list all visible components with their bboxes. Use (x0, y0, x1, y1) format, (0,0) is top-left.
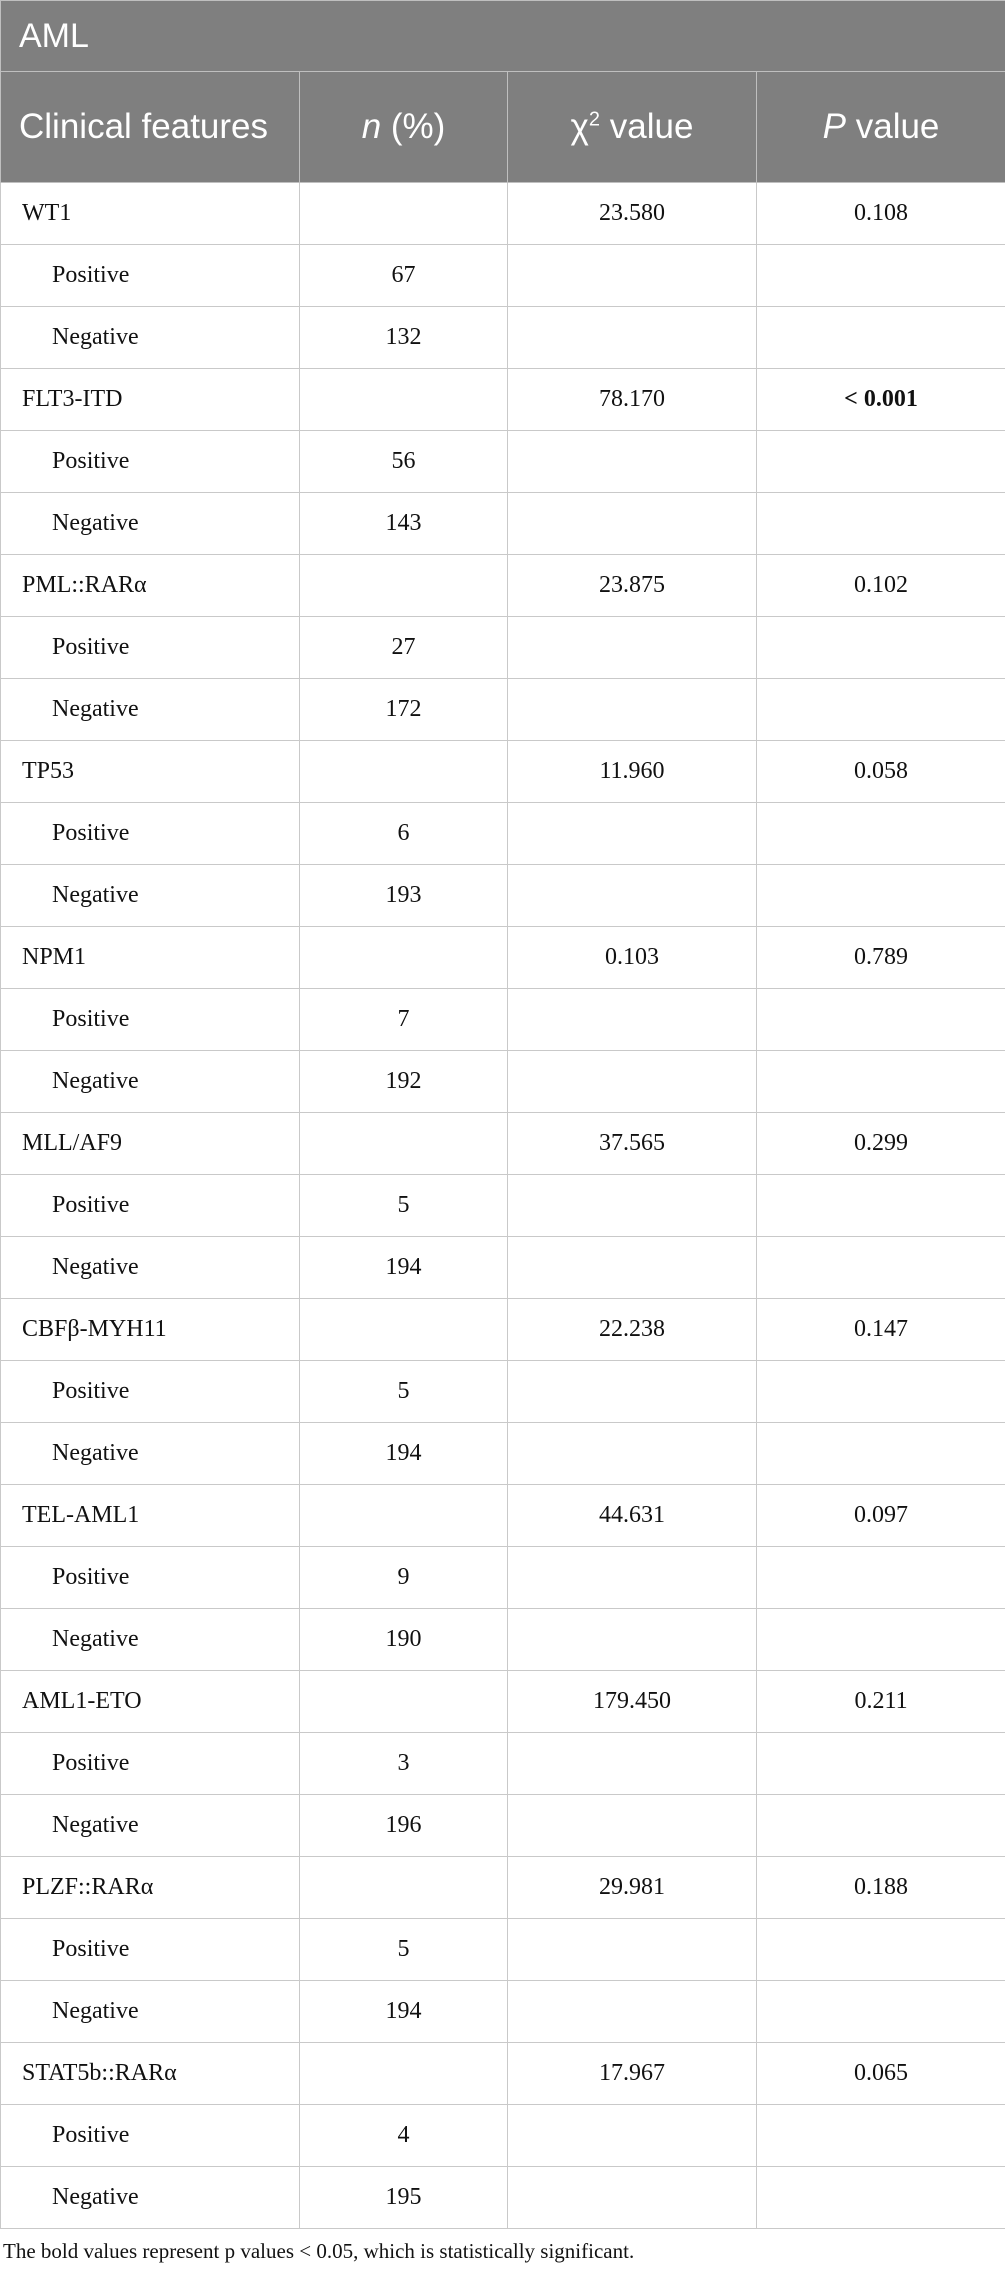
empty-p-cell (757, 617, 1005, 679)
empty-chi2-cell (508, 617, 757, 679)
subgroup-label-cell: Negative (1, 1237, 300, 1299)
header-chi-superscript: 2 (589, 108, 600, 130)
empty-p-cell (757, 431, 1005, 493)
table-row-feature (1, 1671, 1005, 1733)
empty-chi2-cell (508, 307, 757, 369)
chi2-value-cell: 37.565 (508, 1113, 757, 1175)
n-value-cell: 194 (300, 1423, 508, 1485)
table-row-feature (1, 183, 1005, 245)
feature-name-cell: PLZF::RARα (1, 1857, 300, 1919)
empty-n-cell (300, 1671, 508, 1733)
p-value-cell: 0.299 (757, 1113, 1005, 1175)
empty-chi2-cell (508, 1547, 757, 1609)
chi2-value-cell: 11.960 (508, 741, 757, 803)
p-value-cell: 0.108 (757, 183, 1005, 245)
table-row-subgroup (1, 1423, 1005, 1485)
subgroup-label-cell: Negative (1, 679, 300, 741)
empty-p-cell (757, 1609, 1005, 1671)
n-value-cell: 6 (300, 803, 508, 865)
table-row-feature (1, 1485, 1005, 1547)
p-value-cell: 0.097 (757, 1485, 1005, 1547)
table-row-subgroup (1, 803, 1005, 865)
p-value-cell: 0.065 (757, 2043, 1005, 2105)
empty-p-cell (757, 1051, 1005, 1113)
empty-chi2-cell (508, 1361, 757, 1423)
feature-name-cell: TEL-AML1 (1, 1485, 300, 1547)
p-value-cell: < 0.001 (757, 369, 1005, 431)
empty-p-cell (757, 865, 1005, 927)
empty-chi2-cell (508, 1733, 757, 1795)
header-n-percent (300, 72, 508, 183)
feature-name-cell: STAT5b::RARα (1, 2043, 300, 2105)
chi2-value-cell: 17.967 (508, 2043, 757, 2105)
n-value-cell: 27 (300, 617, 508, 679)
chi2-value-cell: 78.170 (508, 369, 757, 431)
empty-p-cell (757, 1919, 1005, 1981)
chi2-value-cell: 44.631 (508, 1485, 757, 1547)
n-value-cell: 9 (300, 1547, 508, 1609)
n-value-cell: 192 (300, 1051, 508, 1113)
header-n-suffix: (%) (381, 107, 445, 146)
header-chi-symbol: χ (571, 107, 589, 146)
table-header-row (1, 72, 1005, 183)
n-value-cell: 5 (300, 1919, 508, 1981)
table-row-feature (1, 927, 1005, 989)
table-title-row (1, 1, 1005, 72)
table-row-subgroup (1, 1795, 1005, 1857)
table-row-subgroup (1, 1237, 1005, 1299)
empty-chi2-cell (508, 1051, 757, 1113)
subgroup-label-cell: Positive (1, 1361, 300, 1423)
n-value-cell: 132 (300, 307, 508, 369)
table-row-subgroup (1, 989, 1005, 1051)
subgroup-label-cell: Negative (1, 493, 300, 555)
table-row-feature (1, 1857, 1005, 1919)
n-value-cell: 195 (300, 2167, 508, 2229)
table-row-subgroup (1, 307, 1005, 369)
empty-chi2-cell (508, 679, 757, 741)
empty-p-cell (757, 989, 1005, 1051)
header-p-value (757, 72, 1005, 183)
empty-p-cell (757, 679, 1005, 741)
n-value-cell: 5 (300, 1361, 508, 1423)
empty-chi2-cell (508, 1237, 757, 1299)
chi2-value-cell: 23.580 (508, 183, 757, 245)
chi2-value-cell: 0.103 (508, 927, 757, 989)
empty-n-cell (300, 369, 508, 431)
n-value-cell: 143 (300, 493, 508, 555)
subgroup-label-cell: Negative (1, 1981, 300, 2043)
header-chi2-value (508, 72, 757, 183)
subgroup-label-cell: Negative (1, 1795, 300, 1857)
n-value-cell: 190 (300, 1609, 508, 1671)
n-value-cell: 194 (300, 1981, 508, 2043)
empty-p-cell (757, 2105, 1005, 2167)
subgroup-label-cell: Negative (1, 1609, 300, 1671)
feature-name-cell: MLL/AF9 (1, 1113, 300, 1175)
table-row-subgroup (1, 1609, 1005, 1671)
table-row-feature (1, 741, 1005, 803)
empty-chi2-cell (508, 245, 757, 307)
p-value-cell: 0.211 (757, 1671, 1005, 1733)
subgroup-label-cell: Positive (1, 2105, 300, 2167)
feature-name-cell: TP53 (1, 741, 300, 803)
header-p-suffix: value (846, 107, 939, 146)
p-value-cell: 0.102 (757, 555, 1005, 617)
empty-n-cell (300, 183, 508, 245)
subgroup-label-cell: Positive (1, 1547, 300, 1609)
header-n-italic: n (362, 107, 381, 146)
empty-n-cell (300, 1857, 508, 1919)
subgroup-label-cell: Positive (1, 803, 300, 865)
table-row-subgroup (1, 617, 1005, 679)
subgroup-label-cell: Positive (1, 1733, 300, 1795)
empty-p-cell (757, 1795, 1005, 1857)
table-row-feature (1, 555, 1005, 617)
table-row-subgroup (1, 2167, 1005, 2229)
header-chi-suffix: value (600, 107, 693, 146)
empty-n-cell (300, 1299, 508, 1361)
empty-n-cell (300, 1485, 508, 1547)
empty-chi2-cell (508, 1795, 757, 1857)
empty-p-cell (757, 1175, 1005, 1237)
table-row-subgroup (1, 1919, 1005, 1981)
table-row-subgroup (1, 1051, 1005, 1113)
feature-name-cell: FLT3-ITD (1, 369, 300, 431)
empty-p-cell (757, 1237, 1005, 1299)
table-row-subgroup (1, 1981, 1005, 2043)
empty-n-cell (300, 2043, 508, 2105)
table-row-feature (1, 369, 1005, 431)
empty-chi2-cell (508, 2167, 757, 2229)
table-title: AML (1, 1, 1005, 72)
header-p-italic: P (823, 107, 846, 146)
n-value-cell: 172 (300, 679, 508, 741)
n-value-cell: 193 (300, 865, 508, 927)
table-row-subgroup (1, 679, 1005, 741)
p-value-cell: 0.789 (757, 927, 1005, 989)
table-row-subgroup (1, 1733, 1005, 1795)
empty-p-cell (757, 1981, 1005, 2043)
empty-n-cell (300, 1113, 508, 1175)
chi2-value-cell: 179.450 (508, 1671, 757, 1733)
table-row-feature (1, 1113, 1005, 1175)
subgroup-label-cell: Negative (1, 865, 300, 927)
p-value-cell: 0.147 (757, 1299, 1005, 1361)
subgroup-label-cell: Negative (1, 1423, 300, 1485)
empty-p-cell (757, 803, 1005, 865)
n-value-cell: 4 (300, 2105, 508, 2167)
n-value-cell: 67 (300, 245, 508, 307)
subgroup-label-cell: Positive (1, 617, 300, 679)
table-row-feature (1, 1299, 1005, 1361)
empty-p-cell (757, 1733, 1005, 1795)
empty-chi2-cell (508, 2105, 757, 2167)
subgroup-label-cell: Positive (1, 431, 300, 493)
subgroup-label-cell: Negative (1, 2167, 300, 2229)
feature-name-cell: PML::RARα (1, 555, 300, 617)
empty-chi2-cell (508, 1919, 757, 1981)
feature-name-cell: CBFβ-MYH11 (1, 1299, 300, 1361)
subgroup-label-cell: Negative (1, 1051, 300, 1113)
table-row-subgroup (1, 1361, 1005, 1423)
table-body (1, 183, 1005, 2229)
empty-n-cell (300, 741, 508, 803)
empty-chi2-cell (508, 803, 757, 865)
n-value-cell: 56 (300, 431, 508, 493)
chi2-value-cell: 29.981 (508, 1857, 757, 1919)
table-row-subgroup (1, 431, 1005, 493)
p-value-cell: 0.188 (757, 1857, 1005, 1919)
n-value-cell: 5 (300, 1175, 508, 1237)
subgroup-label-cell: Positive (1, 989, 300, 1051)
empty-chi2-cell (508, 1981, 757, 2043)
p-value-cell: 0.058 (757, 741, 1005, 803)
empty-p-cell (757, 307, 1005, 369)
subgroup-label-cell: Positive (1, 1175, 300, 1237)
chi2-value-cell: 23.875 (508, 555, 757, 617)
empty-n-cell (300, 927, 508, 989)
n-value-cell: 7 (300, 989, 508, 1051)
empty-chi2-cell (508, 1423, 757, 1485)
empty-chi2-cell (508, 1175, 757, 1237)
empty-chi2-cell (508, 865, 757, 927)
empty-p-cell (757, 1547, 1005, 1609)
empty-chi2-cell (508, 1609, 757, 1671)
empty-p-cell (757, 1361, 1005, 1423)
n-value-cell: 196 (300, 1795, 508, 1857)
n-value-cell: 3 (300, 1733, 508, 1795)
feature-name-cell: AML1-ETO (1, 1671, 300, 1733)
table-row-subgroup (1, 493, 1005, 555)
subgroup-label-cell: Positive (1, 245, 300, 307)
table-row-subgroup (1, 2105, 1005, 2167)
table-row-subgroup (1, 865, 1005, 927)
empty-p-cell (757, 245, 1005, 307)
empty-p-cell (757, 2167, 1005, 2229)
empty-chi2-cell (508, 989, 757, 1051)
feature-name-cell: NPM1 (1, 927, 300, 989)
table-row-subgroup (1, 1175, 1005, 1237)
empty-chi2-cell (508, 431, 757, 493)
table-row-subgroup (1, 1547, 1005, 1609)
table-row-feature (1, 2043, 1005, 2105)
table-row-subgroup (1, 245, 1005, 307)
empty-chi2-cell (508, 493, 757, 555)
subgroup-label-cell: Positive (1, 1919, 300, 1981)
empty-p-cell (757, 1423, 1005, 1485)
n-value-cell: 194 (300, 1237, 508, 1299)
feature-name-cell: WT1 (1, 183, 300, 245)
empty-p-cell (757, 493, 1005, 555)
empty-n-cell (300, 555, 508, 617)
header-clinical-features (1, 72, 300, 183)
chi2-value-cell: 22.238 (508, 1299, 757, 1361)
header-clinical-features-text: Clinical features (19, 107, 268, 146)
table-footnote: The bold values represent p values < 0.05, which is statistically significant. (0, 2229, 1005, 2276)
subgroup-label-cell: Negative (1, 307, 300, 369)
